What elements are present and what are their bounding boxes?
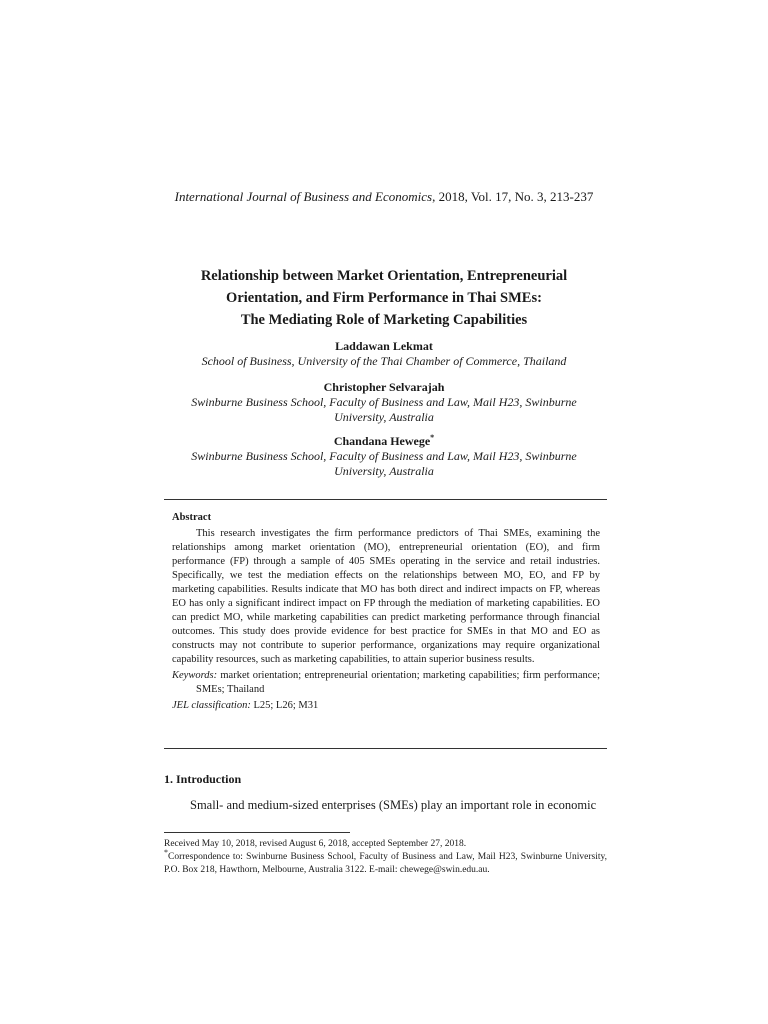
correspondence-note [164, 847, 607, 877]
abstract-heading: Abstract [172, 512, 212, 523]
footnote-rule [164, 832, 350, 833]
abstract-body: This research investigates the firm performance predictors of Thai SMEs, examining the relationships among market orientation (MO), entrepreneurial orientation (EO), and firm performance (FP) through a sample of 405 SMEs operating in the service and retail industries. Specifically, we test the mediation effects on the relationships between MO, EO, and FP by marketing capabilities. Results indicate that MO has both direct and indirect impacts on FP, whereas EO has only a significant indirect impact on FP through the mediation of marketing capabilities. EO can predict MO, while marketing capabilities can predict marketing performance through financial outcomes. This study does provide evidence for best practice for SMEs in that MO and EO as constructs may not contribute to superior performance, organizations may require organizational capability resources, such as marketing capabilities, to attain superior business results. [172, 528, 600, 665]
introduction-first-line: Small- and medium-sized enterprises (SMEs) play an important role in economic [190, 798, 597, 812]
author-affiliation-line-1: Swinburne Business School, Faculty of Business and Law, Mail H23, Swinburne [191, 395, 577, 409]
author-affiliation: School of Business, University of the Thai Chamber of Commerce, Thailand [201, 354, 567, 368]
author-affiliation-line-1: Swinburne Business School, Faculty of Business and Law, Mail H23, Swinburne [191, 449, 577, 463]
keywords-text: market orientation; entrepreneurial orientation; marketing capabilities; firm performance; SMEs; Thailand [196, 670, 600, 695]
section-heading-introduction: 1. Introduction [164, 772, 242, 786]
corresponding-mark: * [430, 433, 435, 442]
title-line-1: Relationship between Market Orientation, Entrepreneurial [200, 268, 568, 284]
author-block-3 [160, 433, 608, 479]
keywords-line [172, 669, 600, 697]
title-line-2: Orientation, and Firm Performance in Thai SMEs: [226, 290, 542, 306]
correspondence-text: Correspondence to: Swinburne Business School, Faculty of Business and Law, Mail H23, Swinburne University, P.O. Box 218, Hawthorn, Melbourne, Australia 3122. E-mail: chewege@swin.edu.au. [164, 852, 607, 875]
jel-codes: L25; L26; M31 [253, 700, 319, 711]
jel-label: JEL classification: [172, 700, 251, 711]
paper-title [120, 265, 648, 331]
title-line-3: The Mediating Role of Marketing Capabilities [240, 312, 528, 328]
footnotes [164, 838, 607, 877]
author-block-2 [160, 379, 608, 425]
abstract-bottom-rule [164, 748, 607, 749]
author-name: Laddawan Lekmat [335, 339, 433, 353]
footnote-mark: * [164, 847, 168, 857]
author-affiliation-line-2: University, Australia [334, 410, 434, 424]
jel-line [172, 699, 600, 713]
abstract-top-rule [164, 499, 607, 500]
journal-name: International Journal of Business and Economics [174, 189, 433, 204]
corresponding-author-name [160, 433, 608, 449]
author-affiliation-line-2: University, Australia [334, 464, 434, 478]
abstract-section [172, 511, 600, 713]
author-name: Christopher Selvarajah [323, 380, 445, 394]
author-block-1 [160, 338, 608, 369]
author-name-text: Chandana Hewege [333, 434, 431, 448]
keywords-label: Keywords: [172, 670, 218, 681]
journal-citation [0, 189, 768, 205]
journal-volume-info: , 2018, Vol. 17, No. 3, 213-237 [432, 189, 594, 204]
received-dates: Received May 10, 2018, revised August 6, 2018, accepted September 27, 2018. [164, 839, 467, 849]
